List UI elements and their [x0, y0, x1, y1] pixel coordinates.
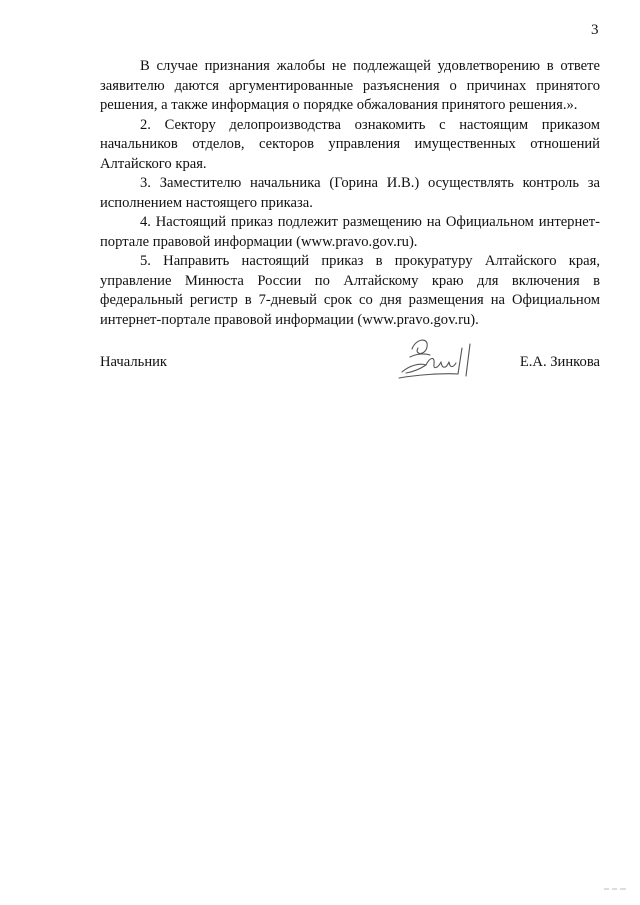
document-body [100, 57, 600, 330]
paragraph-item-4: 4. Настоящий приказ подлежит размещению на Официальном интернет-портале правовой информации (www.pravo.gov.ru). [100, 214, 600, 250]
signatory-name: Е.А. Зинкова [519, 354, 600, 370]
paragraph-item-3: 3. Заместителю начальника (Горина И.В.) осуществлять контроль за исполнением настоящего приказа. [100, 175, 600, 211]
paragraph-item-2: 2. Сектору делопроизводства ознакомить с настоящим приказом начальников отделов, секторов управления имущественных отношений Алтайского края. [100, 116, 600, 172]
signatory-title: Начальник [100, 354, 168, 370]
page-number: 3 [591, 22, 599, 38]
paragraph-item-5: 5. Направить настоящий приказ в прокуратуру Алтайского края, управление Минюста России по Алтайскому краю для включения в федеральный регистр в 7-дневый срок со дня размещения на Официальном интернет-портале правовой информации (www.pravo.gov.ru). [100, 253, 600, 328]
scan-artifact-mark [604, 887, 626, 891]
handwritten-signature [396, 332, 482, 382]
signature-block [100, 354, 600, 384]
paragraph-complaint-response: В случае признания жалобы не подлежащей удовлетворению в ответе заявителю даются аргументированные разъяснения о причинах принятого решения, а также информация о порядке обжалования принятого решения.». [100, 58, 600, 113]
